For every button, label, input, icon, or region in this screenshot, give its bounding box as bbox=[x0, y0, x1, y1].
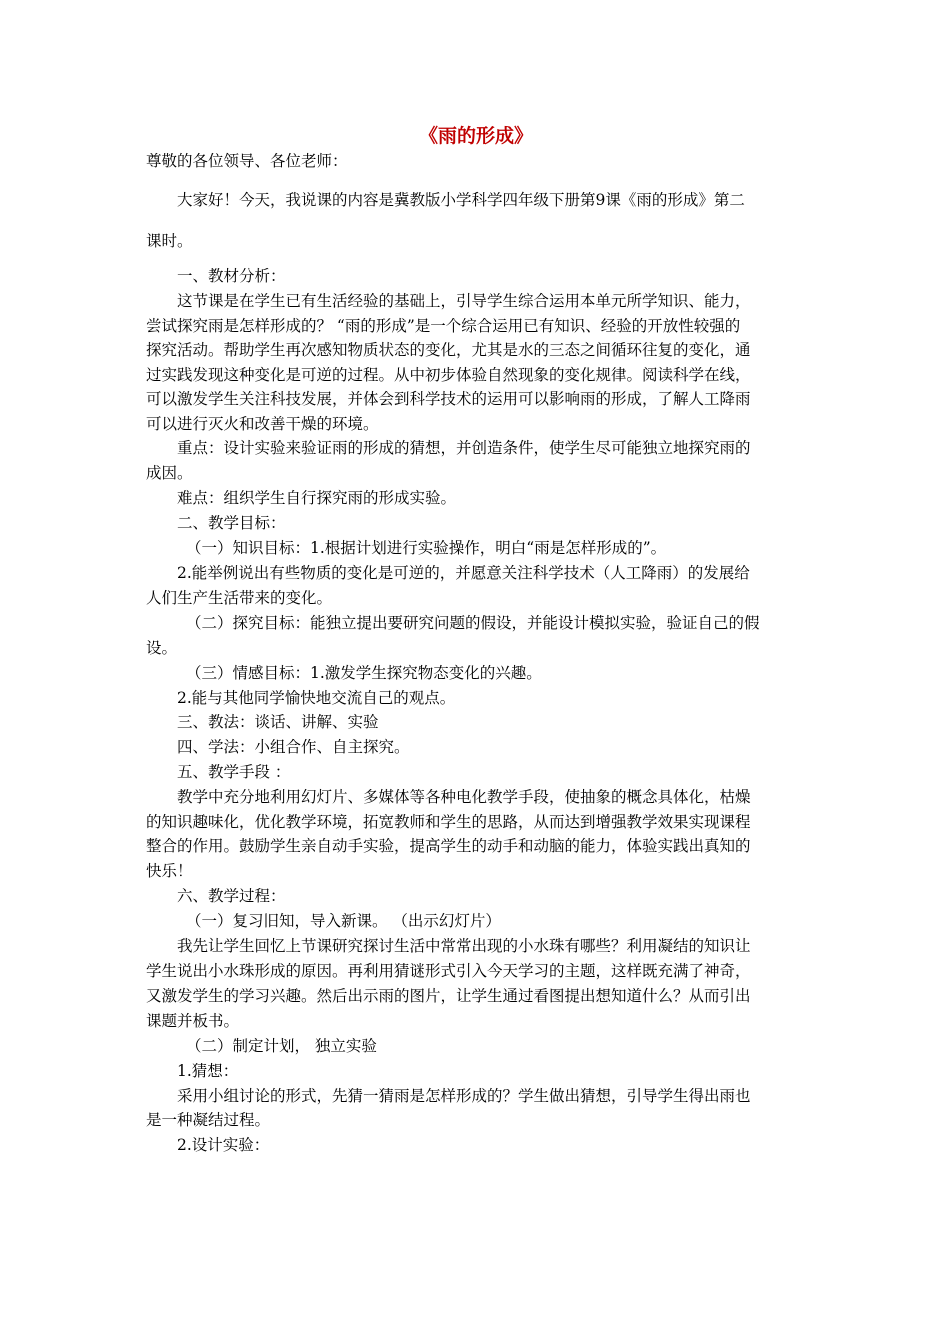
paragraph-line: 课时。 bbox=[146, 232, 193, 250]
paragraph-line: 这节课是在学生已有生活经验的基础上，引导学生综合运用本单元所学知识、能力， bbox=[177, 292, 751, 310]
paragraph-line: 又激发学生的学习兴趣。然后出示雨的图片，让学生通过看图提出想知道什么？从而引出 bbox=[146, 987, 751, 1005]
section-heading: 四、学法：小组合作、自主探究。 bbox=[177, 738, 410, 756]
paragraph-line: 的知识趣味化，优化教学环境，拓宽教师和学生的思路，从而达到增强教学效果实现课程 bbox=[146, 813, 751, 831]
section-heading: 三、教法：谈话、讲解、实验 bbox=[177, 713, 379, 731]
section-heading: 一、教材分析： bbox=[177, 267, 286, 285]
paragraph-line: 快乐！ bbox=[146, 862, 193, 880]
paragraph-line: 2.能举例说出有些物质的变化是可逆的，并愿意关注科学技术（人工降雨）的发展给 bbox=[177, 564, 750, 582]
paragraph-line: 尝试探究雨是怎样形成的？ “雨的形成”是一个综合运用已有知识、经验的开放性较强的 bbox=[146, 317, 741, 335]
paragraph-line: 难点：组织学生自行探究雨的形成实验。 bbox=[177, 489, 457, 507]
section-heading: 六、教学过程： bbox=[177, 887, 286, 905]
section-heading: 五、教学手段 ： bbox=[177, 763, 291, 781]
salutation: 尊敬的各位领导、各位老师： bbox=[146, 152, 348, 170]
paragraph-line: 学生说出小水珠形成的原因。再利用猜谜形式引入今天学习的主题，这样既充满了神奇， bbox=[146, 962, 751, 980]
paragraph-line: （二）制定计划， 独立实验 bbox=[186, 1037, 377, 1055]
paragraph-line: （一）复习旧知，导入新课。 （出示幻灯片） bbox=[186, 912, 501, 930]
paragraph-line: （一）知识目标：1.根据计划进行实验操作，明白“雨是怎样形成的”。 bbox=[186, 539, 667, 557]
paragraph-line: 我先让学生回忆上节课研究探讨生活中常常出现的小水珠有哪些？利用凝结的知识让 bbox=[177, 937, 751, 955]
paragraph-line: 探究活动。帮助学生再次感知物质状态的变化，尤其是水的三态之间循环往复的变化，通 bbox=[146, 341, 751, 359]
paragraph-line: 人们生产生活带来的变化。 bbox=[146, 589, 333, 607]
paragraph-line: 2.设计实验： bbox=[177, 1136, 270, 1154]
paragraph-line: 课题并板书。 bbox=[146, 1012, 240, 1030]
paragraph-line: 1.猜想： bbox=[177, 1062, 239, 1080]
paragraph-line: 大家好！今天，我说课的内容是冀教版小学科学四年级下册第9课《雨的形成》第二 bbox=[177, 191, 745, 209]
paragraph-line: 教学中充分地利用幻灯片、多媒体等各种电化教学手段，使抽象的概念具体化，枯燥 bbox=[177, 788, 751, 806]
section-heading: 二、教学目标： bbox=[177, 514, 286, 532]
paragraph-line: 可以激发学生关注科技发展，并体会到科学技术的运用可以影响雨的形成，了解人工降雨 bbox=[146, 390, 751, 408]
paragraph-line: 是一种凝结过程。 bbox=[146, 1111, 271, 1129]
paragraph-line: 整合的作用。鼓励学生亲自动手实验，提高学生的动手和动脑的能力，体验实践出真知的 bbox=[146, 837, 751, 855]
paragraph-line: （二）探究目标：能独立提出要研究问题的假设，并能设计模拟实验，验证自己的假 bbox=[186, 614, 760, 632]
paragraph-line: 重点：设计实验来验证雨的形成的猜想，并创造条件，使学生尽可能独立地探究雨的 bbox=[177, 439, 751, 457]
paragraph-line: 2.能与其他同学愉快地交流自己的观点。 bbox=[177, 689, 456, 707]
paragraph-line: 设。 bbox=[146, 639, 178, 657]
paragraph-line: 可以进行灭火和改善干燥的环境。 bbox=[146, 415, 379, 433]
paragraph-line: 采用小组讨论的形式，先猜一猜雨是怎样形成的？学生做出猜想，引导学生得出雨也 bbox=[177, 1087, 751, 1105]
document-title: 《雨的形成》 bbox=[418, 125, 533, 147]
paragraph-line: （三）情感目标：1.激发学生探究物态变化的兴趣。 bbox=[186, 664, 542, 682]
paragraph-line: 成因。 bbox=[146, 464, 193, 482]
paragraph-line: 过实践发现这种变化是可逆的过程。从中初步体验自然现象的变化规律。阅读科学在线， bbox=[146, 366, 751, 384]
